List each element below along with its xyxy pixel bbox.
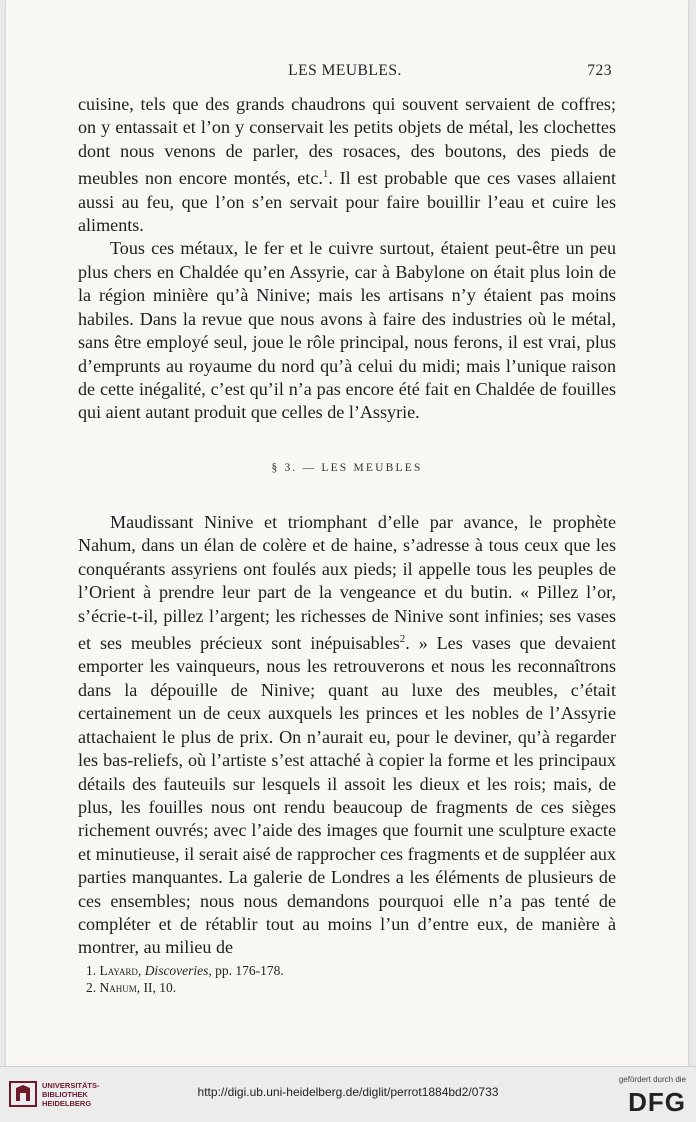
footnote-1: 1. Layard, Discoveries, pp. 176-178.	[86, 963, 284, 978]
footnote-reference[interactable]: 2	[399, 633, 406, 646]
university-library-name: UNIVERSITÄTS- BIBLIOTHEK HEIDELBERG	[42, 1081, 100, 1108]
footnote-reference[interactable]: 1	[322, 168, 329, 181]
page-number: 723	[587, 62, 612, 79]
footnotes	[78, 962, 616, 996]
funding-note: gefördert durch die	[618, 1075, 686, 1084]
digitization-footer	[0, 1066, 696, 1122]
section-heading: § 3. — LES MEUBLES	[271, 462, 423, 474]
paragraph: Tous ces métaux, le fer et le cuivre surtout, étaient peut-être un peu plus chers en Chaldée qu’en Assyrie, car à Babylone on était plus loin de la région minière qu’à Ninive; mais les artisans n’y étaient pas moins habiles. Dans la revue que nous avons à faire des industries où le métal, sans être employé seul, joue le rôle principal, nous ferons, il est vrai, plus d’emprunts au royaume du nord qu’à celui du midi; mais l’unique raison de cette inégalité, c’est qu’il n’a pas encore été fait en Chaldée de fouilles qui aient autant produit que celles de l’Assyrie.	[78, 238, 616, 423]
book-page	[6, 0, 688, 1066]
paragraph: Maudissant Ninive et triomphant d’elle par avance, le prophète Nahum, dans un élan de colère et de haine, s’adresse à tous ceux que les conquérants assyriens ont foulés aux pieds; il appelle tous les peuples de l’Orient à prendre leur part de la vengeance et du butin. « Pillez l’or, s’écrie-t-il, pillez l’argent; les richesses de Ninive sont infinies; ses vases et ses meubles précieux sont inépuisables$^2$. » Les vases que devaient emporter les vainqueurs, nous les retrouverons et nous les reconnaîtrons dans la dépouille de Ninive; quant au luxe des meubles, c’était certainement un de ceux auxquels les princes et les nobles de l’Assyrie attachaient le plus de prix. On n’aurait eu, pour le deviner, qu’à regarder les bas-reliefs, où l’artiste s’est attaché à copier la forme et les principaux détails des fauteuils sur lesquels il assoit les dieux et les rois; mais, de plus, les fouilles nous ont rendu beaucoup de fragments de ces sièges richement ouvrés; avec l’aide des images que fournit une sculpture exacte et minutieuse, il serait aisé de rapprocher ces fragments et de suppléer aux parties manquantes. La galerie de Londres a les éléments de plusieurs de ces ensembles; nous nous demandons pourquoi elle n’a pas tenté de compléter et de rétablir tout au moins l’un d’entre eux, de manière à montrer, au milieu de	[78, 512, 616, 958]
dfg-logo: DFG	[628, 1087, 686, 1117]
footnote-2: 2. Nahum, II, 10.	[86, 980, 177, 995]
running-title: LES MEUBLES.	[288, 62, 402, 79]
source-url-link[interactable]: http://digi.ub.uni-heidelberg.de/diglit/perrot1884bd2/0733	[197, 1085, 499, 1099]
text-block-1	[78, 93, 616, 425]
paragraph: cuisine, tels que des grands chaudrons qui souvent servaient de coffres; on y entassait et l’on y conservait les petits objets de métal, les clochettes dont nous venons de parler, des rosaces, des boutons, des pieds de meubles non encore montés, etc.$^1$. Il est probable que ces vases allaient aussi au feu, que l’on s’en servait pour faire bouillir l’eau et cuire les aliments.	[78, 94, 616, 236]
running-header	[78, 62, 612, 84]
text-block-2	[78, 511, 616, 960]
